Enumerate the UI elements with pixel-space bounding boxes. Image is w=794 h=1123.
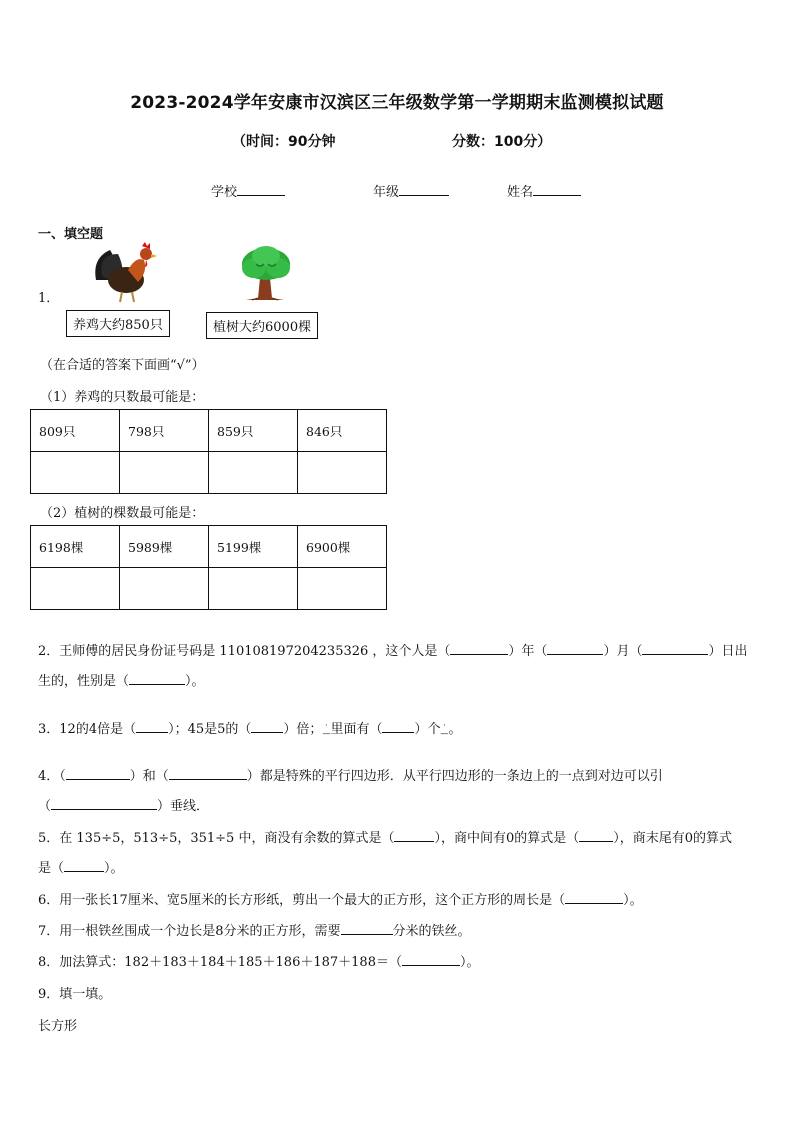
answer-cell[interactable] [298, 452, 387, 494]
answer-blank[interactable] [402, 965, 460, 966]
option-cell: 809只 [31, 410, 120, 452]
q1-number: 1． [38, 291, 60, 306]
rectangle-label: 长方形 [38, 1019, 78, 1034]
answer-cell[interactable] [120, 568, 209, 610]
name-label: 姓名 [507, 185, 534, 200]
answer-blank[interactable] [579, 841, 613, 842]
chicken-options-table [30, 409, 387, 494]
answer-blank[interactable] [642, 654, 708, 655]
q1-part1: （1）养鸡的只数最可能是： [40, 390, 205, 405]
answer-blank[interactable] [565, 903, 623, 904]
option-cell: 5199棵 [209, 526, 298, 568]
q1-part2: （2）植树的棵数最可能是： [40, 506, 205, 521]
answer-blank[interactable] [51, 809, 157, 810]
question-7: 7．用一根铁丝围成一个边长是8分米的正方形，需要 分米的铁丝。 [38, 924, 471, 939]
school-label: 学校 [211, 185, 238, 200]
option-cell: 846只 [298, 410, 387, 452]
fraction-icon: · — [322, 720, 331, 738]
question-5-cont: 是（ ）。 [38, 861, 124, 876]
answer-blank[interactable] [394, 841, 434, 842]
score-label: 分数：100分） [452, 134, 552, 150]
answer-cell[interactable] [31, 568, 120, 610]
answer-blank[interactable] [547, 654, 603, 655]
question-8: 8．加法算式：182＋183＋184＋185＋186＋187＋188＝（ ）。 [38, 955, 480, 970]
option-cell: 798只 [120, 410, 209, 452]
option-cell: 6198棵 [31, 526, 120, 568]
question-3: 3．12的4倍是（ ）；45是5的（ ）倍； · — 里面有（ ）个 · — 。 [38, 720, 462, 738]
question-4: 4．（ ）和（ ）都是特殊的平行四边形．从平行四边形的一条边上的一点到对边可以引 [38, 769, 663, 784]
school-field[interactable] [211, 181, 285, 200]
answer-blank[interactable] [169, 779, 247, 780]
option-cell: 859只 [209, 410, 298, 452]
tree-options-table [30, 525, 387, 610]
answer-cell[interactable] [31, 452, 120, 494]
answer-blank[interactable] [136, 732, 168, 733]
chicken-estimate-box: 养鸡大约850只 [66, 310, 170, 337]
grade-label: 年级 [373, 185, 400, 200]
question-4-cont: （ ）垂线． [38, 799, 210, 814]
question-2: 2．王师傅的居民身份证号码是 110108197204235326 ，这个人是（ ）年（ ）月（ ）日出 [38, 644, 748, 659]
question-9: 9．填一填。 [38, 987, 112, 1002]
answer-blank[interactable] [382, 732, 414, 733]
time-label: （时间：90分钟 [232, 134, 336, 150]
q1-instruction: （在合适的答案下面画“√”） [40, 358, 205, 373]
answer-cell[interactable] [209, 568, 298, 610]
option-cell: 5989棵 [120, 526, 209, 568]
answer-cell[interactable] [209, 452, 298, 494]
rooster-icon [88, 240, 158, 304]
answer-blank[interactable] [251, 732, 283, 733]
answer-blank[interactable] [66, 779, 130, 780]
page-title: 2023-2024学年安康市汉滨区三年级数学第一学期期末监测模拟试题 [130, 93, 664, 113]
fraction-icon: · — [440, 720, 449, 738]
answer-blank[interactable] [341, 934, 393, 935]
option-cell: 6900棵 [298, 526, 387, 568]
question-2-cont: 生的，性别是（ ）。 [38, 674, 205, 689]
answer-blank[interactable] [64, 871, 104, 872]
tree-estimate-box: 植树大约6000棵 [206, 312, 318, 339]
name-field[interactable] [507, 181, 581, 200]
answer-blank[interactable] [450, 654, 508, 655]
question-5: 5．在 135÷5，513÷5，351÷5 中，商没有余数的算式是（ ），商中间有0的算式是（ ），商末尾有0的算式 [38, 831, 733, 846]
answer-blank[interactable] [129, 684, 185, 685]
answer-cell[interactable] [298, 568, 387, 610]
section-fill-blank: 一、填空题 [38, 227, 104, 242]
tree-icon [238, 244, 294, 302]
question-6: 6．用一张长17厘米、宽5厘米的长方形纸，剪出一个最大的正方形，这个正方形的周长是（ ）。 [38, 893, 643, 908]
grade-field[interactable] [373, 181, 449, 200]
answer-cell[interactable] [120, 452, 209, 494]
